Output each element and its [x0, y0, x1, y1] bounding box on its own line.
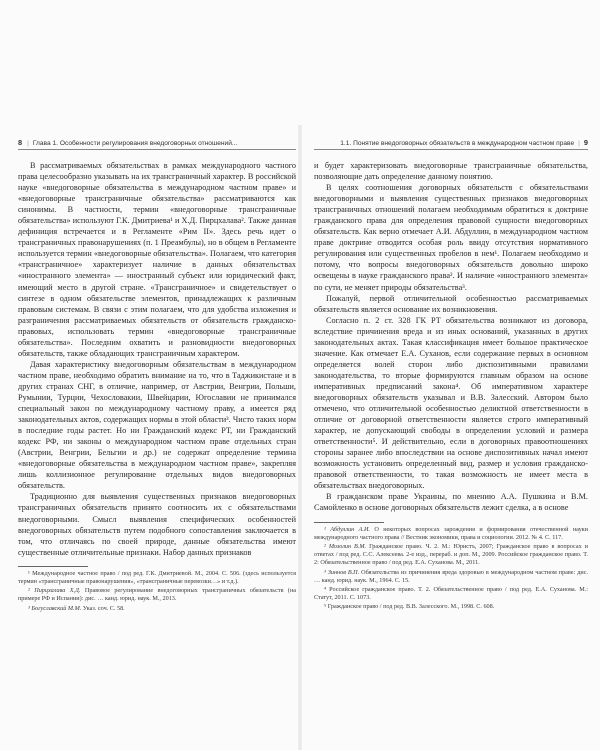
paragraph: В рассматриваемых обязательствах в рамках международного частного права целесообразно указывать на их трансграничный характер. В российской науке «внедоговорные обязательства в международном частном праве» и «внедоговорные трансграничные обязательства» рассматриваются как синонимы. В частности, термин «внедоговорные трансграничные обязательства» используют Г.К. Дмитриева¹ и Х.Д. Пирцхалава². Также данная дефиниция встречается и в Регламенте «Рим II». Здесь речь идет о трансграничных правонарушениях (п. 1 Преамбулы), но в общем в Регламенте используется термин «внедоговорные обязательства». Полагаем, что категория «трансграничное» характеризует наличие в данных обязательствах «иностранного элемента» — иностранный субъект или юридический факт, имеющий место в другой стране. «Трансграничное» и свидетельствует о синтезе в одном обязательстве элементов, принадлежащих к различным правовым системам. В связи с этим полагаем, что для удобства изложения и разграничения рассматриваемых обязательств от обязательств гражданско-правовых, использовать термин «внедоговорные трансграничные обязательства». Последним охватить и разновидности внедоговорных обязательств, также обладающих трансграничным характером.: [18, 161, 296, 358]
footnote-author: ¹ Абдуллин А.И.: [324, 525, 370, 533]
right-page-number: 9: [583, 138, 588, 147]
paragraph: Традиционно для выявления существенных признаков внедоговорных трансграничных обязательств принято соотносить их с обязательствами внедоговорными. Смысл выявления специфических особенностей внедоговорных обязательств путем подобного сопоставления заключается в том, что отличаясь по своей природе, данные обязательства имеют существенные отличительные признаки. Набор данных признаков: [18, 492, 296, 557]
footnote-text: О некоторых вопросах зарождения и формирования отечественной науки международного частного права // Вестник экономики, права и социологии. 2012. № 4. С. 117.: [314, 525, 588, 541]
footnote: [314, 543, 588, 568]
footnote-text: Гражданское право. Ч. 2. М.: Юристъ, 2007; Гражданское право в вопросах и ответах / под ред. С.С. Алексеева. 2-е изд., перераб. и доп. М., 2009. Российское гражданское право. Т. 2: Обязательственное право / под ред. Е.А. Суханова. М., 2011.: [314, 542, 588, 567]
footnote-author: ³ Богуславский М.М.: [28, 604, 82, 612]
footnote-text: Обязательства из причинения вреда здоровью в международном частном праве: дис. … канд. юрид. наук. М., 1964. С. 15.: [314, 568, 588, 584]
footnote: [314, 586, 588, 602]
left-page-body: [18, 160, 296, 558]
left-running-head: Глава 1. Особенности регулирования внедоговорных отношений...: [32, 140, 238, 147]
footnote: [314, 603, 588, 611]
paragraph: и будет характеризовать внедоговорные трансграничные обязательства, позволяющие дать определение данному понятию.: [314, 161, 588, 182]
footnote: [18, 570, 296, 586]
footnote-text: Правовое регулирование внедоговорных трансграничных обязательств (на примере РФ и Испании): дис. … канд. юрид. наук. М., 2013.: [18, 587, 296, 603]
book-gutter: [298, 125, 302, 750]
footnote-author: ² Мозолин В.М.: [324, 542, 367, 550]
footnote-text: ¹ Международное частное право / под ред. Г.К. Дмитриевой. М., 2004. С. 506. (здесь используется термин «трансграничные правонарушения», «трансграничные перевозки…» и т.д.).: [18, 569, 296, 585]
paragraph: Пожалуй, первой отличительной особенностью рассматриваемых обязательств является основание их возникновения.: [314, 293, 588, 314]
right-footnotes: [314, 522, 588, 612]
footnote-author: ³ Зиннов В.П.: [324, 568, 360, 576]
footnote: [314, 526, 588, 542]
right-page-header: [314, 137, 588, 150]
paragraph: Согласно п. 2 ст. 328 ГК РТ обязательства возникают из договора, вследствие причинения вреда и из иных оснований, указанных в других законодательных актах. Такая классификация имеет большое практическое значение. Как отмечает Е.А. Суханов, если содержание первых в основном определяется волей сторон либо диспозитивными правилами законодательства, то вторые формируются главным образом на основе императивных предписаний закона⁴. Об императивном характере внедоговорных обязательств указывал и В.В. Залесский. Автором было отмечено, что отличительной особенностью деликтной ответственности в отличие от договорной ответственности является строго императивный характер, не допускающий свободы в определении условий и размера ответственности⁵. И действительно, если в договорных правоотношениях стороны заранее либо впоследствии на основе диспозитивных начал имеют возможность установить определенный вид, размер и условия гражданско-правовой ответственности, то такая возможность не имеет места в обязательствах внедоговорных.: [314, 315, 588, 491]
paragraph: Давая характеристику внедоговорным обязательствам в международном частном праве, необходимо обратить внимание на то, что в Таджикистане и в других странах СНГ, в отличие, например, от Австрии, Венгрии, Польши, Румынии, Турции, Чехословакии, Швейцарии, Югославии не принимался специальный закон по международному частному праву, а имеется ряд законодательных актов, содержащих нормы в этой области³. Чисто таких норм в последние годы растет. Но ни Гражданский кодекс РТ, ни Гражданский кодекс РФ, ни законы о международном частном праве отдельных стран (Австрии, Венгрии, Бельгии и др.) не содержат определение термина «внедоговорные обязательства в международном частном праве», закрепляя лишь коллизионное регулирование отдельных видов внедоговорных обязательств.: [18, 359, 296, 491]
right-page-body: [314, 160, 588, 514]
header-separator: |: [578, 140, 580, 147]
footnote-number: ⁵: [324, 603, 327, 611]
footnote-text: Гражданское право / под ред. В.В. Залесского. М., 1998. С. 608.: [326, 603, 495, 611]
footnote-text: Российское гражданское право. Т. 2. Обязательственное право / под ред. Е.А. Суханова. М.: Статут, 2011. С. 1073.: [314, 585, 588, 602]
right-page: [314, 137, 588, 613]
footnote: [18, 587, 296, 603]
footnote-number: ⁴: [324, 585, 327, 593]
paragraph: В целях соотношения договорных обязательств с обязательствами внедоговорными и выявления существенных признаков внедоговорных трансграничных отношений полагаем необходимым обратиться к доктрине гражданского права для определения правовой сущности внедоговорных обязательств. Как верно отмечает А.И. Абдуллин, в международном частном праве доктрине отводится особая роль ввиду отсутствия нормативного регулирования или существенных пробелов в нем¹. Полагаем необходимо и потому, что вопросы внедоговорных обязательств довольно широко освещены в науке гражданского права². И наличие «иностранного элемента» по сути, не меняет природы обязательства³.: [314, 183, 588, 292]
footnote-rule: [18, 566, 88, 567]
footnote-author: ² Пирцхалава Х.Д.: [28, 587, 81, 595]
footnote-rule: [314, 522, 384, 523]
footnote: [314, 569, 588, 585]
footnote-text: Указ. соч. С. 58.: [81, 604, 125, 612]
left-page: [18, 137, 296, 614]
left-footnotes: [18, 566, 296, 613]
right-running-head: 1.1. Понятие внедоговорных обязательств в международном частном праве: [340, 140, 575, 147]
footnote: [18, 605, 296, 613]
paragraph: В гражданском праве Украины, по мнению А.А. Пушкина и В.М. Самойленко в основе договорных обязательств лежит сделка, а в основе: [314, 492, 588, 513]
left-page-number: 8: [18, 138, 23, 147]
left-page-header: [18, 137, 296, 150]
header-separator: |: [27, 140, 29, 147]
